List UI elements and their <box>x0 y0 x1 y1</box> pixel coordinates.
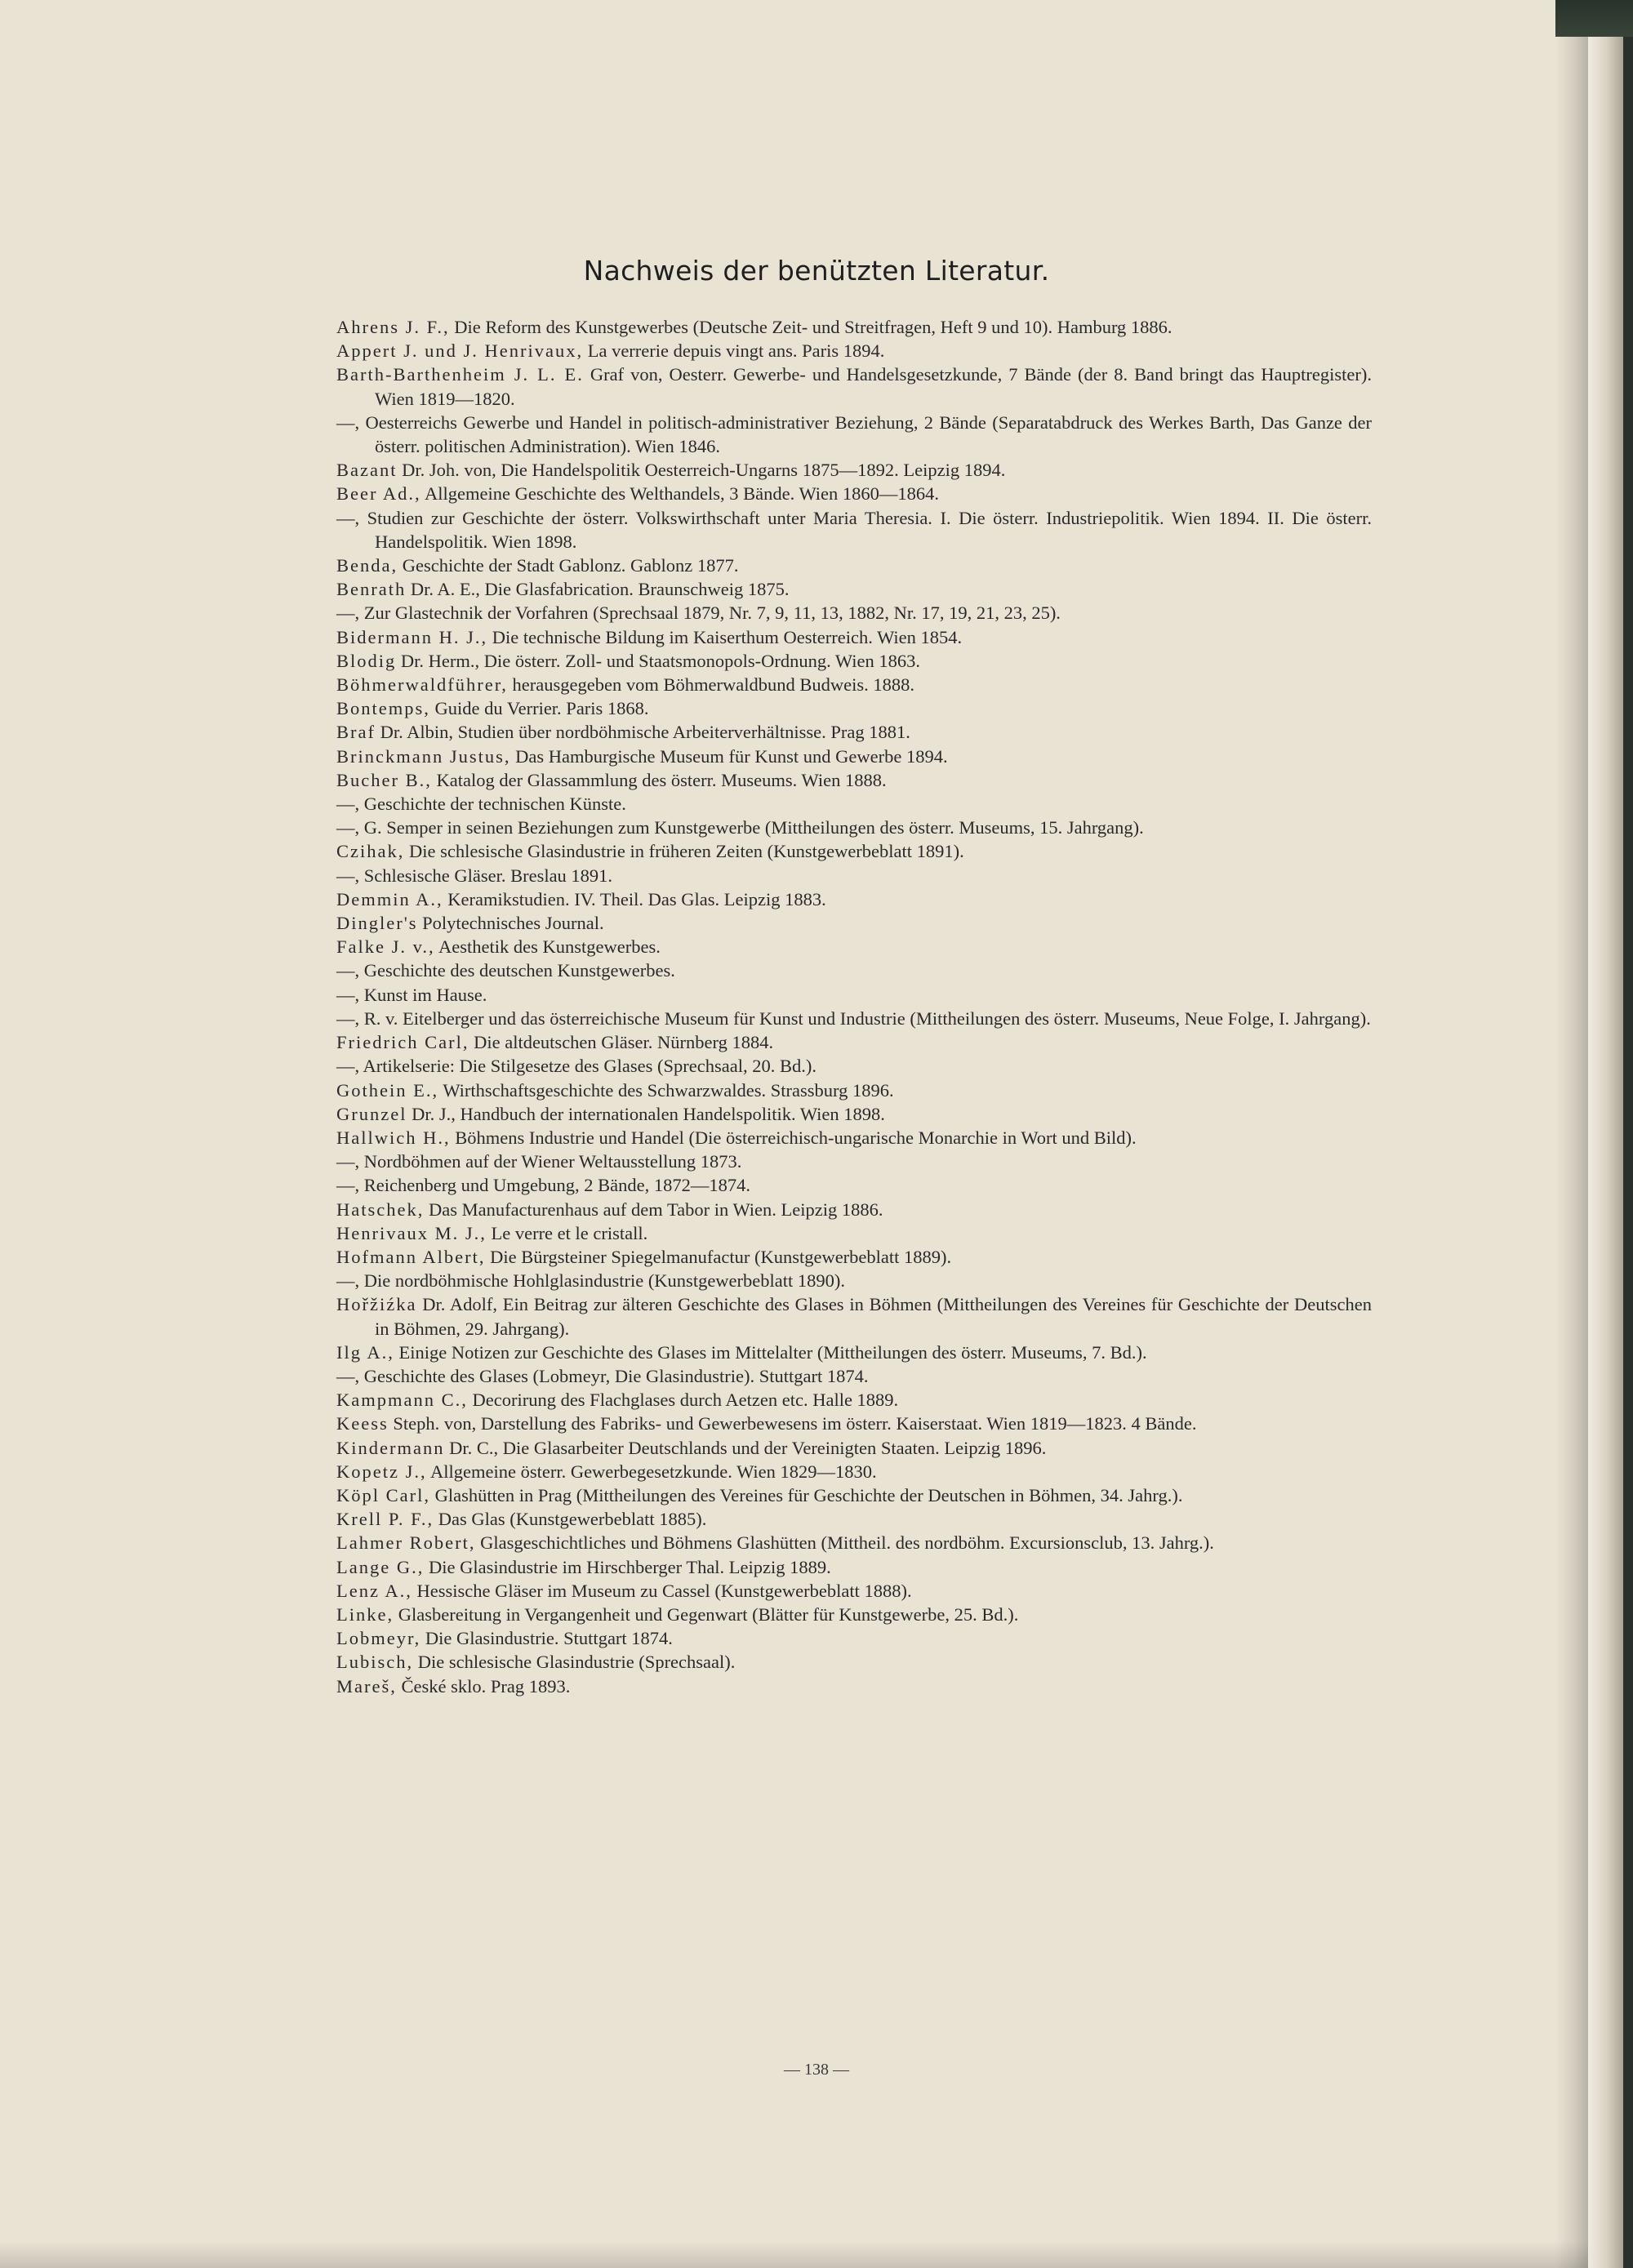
bibliography-entry <box>336 1650 1372 1674</box>
entry-author: Ilg A., <box>336 1341 394 1363</box>
entry-text: —, R. v. Eitelberger und das österreichische Museum für Kunst und Industrie (Mittheilungen des österr. Museums, Neue Folge, I. Jahrgang). <box>336 1007 1371 1029</box>
entry-author: Braf <box>336 722 376 743</box>
entry-author: Demmin A., <box>336 888 443 909</box>
entry-text: —, Nordböhmen auf der Wiener Weltausstellung 1873. <box>336 1151 742 1172</box>
bibliography-entry <box>336 911 1372 935</box>
bibliography-entry <box>336 625 1372 649</box>
entry-author: Mareš, <box>336 1675 397 1697</box>
entry-text: Einige Notizen zur Geschichte des Glases im Mittelalter (Mittheilungen des österr. Museums, 7. Bd.). <box>394 1341 1147 1363</box>
entry-text: Graf von, Oesterr. Gewerbe- und Handelsgesetzkunde, 7 Bände (der 8. Band bringt das Hauptregister). Wien 1819—1820. <box>375 364 1372 409</box>
bibliography-entry <box>336 768 1372 792</box>
entry-author: Hatschek, <box>336 1198 425 1220</box>
bibliography-entry <box>336 720 1372 744</box>
entry-text: herausgegeben vom Böhmerwaldbund Budweis. 1888. <box>507 674 914 696</box>
entry-author: Hallwich H., <box>336 1127 451 1148</box>
entry-author: Falke J. v., <box>336 936 435 958</box>
entry-author: Lahmer Robert, <box>336 1532 476 1554</box>
bibliography-entry <box>336 887 1372 911</box>
entry-text: —, G. Semper in seinen Beziehungen zum Kunstgewerbe (Mittheilungen des österr. Museums, 15. Jahrgang). <box>336 817 1144 838</box>
entry-author: Beer Ad., <box>336 483 421 505</box>
bibliography-entry <box>336 1626 1372 1650</box>
bibliography-entry <box>336 339 1372 362</box>
entry-text: —, Geschichte des deutschen Kunstgewerbes. <box>336 960 675 981</box>
bibliography-entry <box>336 1292 1372 1340</box>
bibliography-entry <box>336 1388 1372 1412</box>
entry-author: Gothein E., <box>336 1079 439 1101</box>
bibliography-entry <box>336 577 1372 601</box>
entry-text: —, Geschichte des Glases (Lobmeyr, Die Glasindustrie). Stuttgart 1874. <box>336 1365 869 1386</box>
entry-author: Krell P. F., <box>336 1509 434 1530</box>
entry-author: Appert J. und J. Henrivaux, <box>336 340 584 362</box>
entry-author: Ahrens J. F., <box>336 317 450 337</box>
bibliography-entry <box>336 554 1372 577</box>
bibliography-entry <box>336 864 1372 887</box>
entry-text: Die Glasindustrie. Stuttgart 1874. <box>420 1628 673 1649</box>
bibliography-entry <box>336 745 1372 768</box>
entry-text: Aesthetik des Kunstgewerbes. <box>434 936 661 958</box>
entry-author: Bucher B., <box>336 769 432 790</box>
bibliography-entry <box>336 1507 1372 1531</box>
bibliography-entry <box>336 458 1372 482</box>
bibliography-entry <box>336 315 1372 339</box>
entry-text: Die Reform des Kunstgewerbes (Deutsche Zeit- und Streitfragen, Heft 9 und 10). Hamburg 1886. <box>449 317 1172 337</box>
entry-author: Benda, <box>336 555 398 576</box>
entry-text: Dr. J., Handbuch der internationalen Handelspolitik. Wien 1898. <box>407 1103 885 1124</box>
bibliography-entry <box>336 935 1372 958</box>
bibliography-entry <box>336 362 1372 410</box>
bibliography-entry <box>336 1126 1372 1150</box>
bibliography-entry <box>336 958 1372 982</box>
entry-text: —, Kunst im Hause. <box>336 984 487 1005</box>
entry-text: Keramikstudien. IV. Theil. Das Glas. Leipzig 1883. <box>443 888 826 909</box>
bibliography-entry <box>336 1078 1372 1102</box>
entry-author: Bontemps, <box>336 698 430 719</box>
bibliography-entry <box>336 411 1372 458</box>
entry-author: Kampmann C., <box>336 1390 468 1411</box>
entry-author: Keess <box>336 1413 389 1434</box>
entry-text: Decorirung des Flachglases durch Aetzen etc. Halle 1889. <box>467 1390 899 1411</box>
entry-text: Die schlesische Glasindustrie (Sprechsaal). <box>413 1652 736 1673</box>
bibliography-entry <box>336 1221 1372 1245</box>
bibliography-entry <box>336 649 1372 673</box>
bibliography-entry <box>336 1150 1372 1173</box>
bibliography-entry <box>336 1412 1372 1435</box>
entry-text: —, Schlesische Gläser. Breslau 1891. <box>336 865 613 886</box>
bibliography-entry <box>336 1245 1372 1269</box>
entry-text: Dr. Joh. von, Die Handelspolitik Oesterreich-Ungarns 1875—1892. Leipzig 1894. <box>397 460 1006 481</box>
entry-author: Benrath <box>336 579 407 600</box>
page-title: Nachweis der benützten Literatur. <box>583 255 1050 287</box>
entry-author: Böhmerwaldführer, <box>336 674 508 696</box>
entry-author: Friedrich Carl, <box>336 1032 469 1053</box>
entry-author: Grunzel <box>336 1103 407 1124</box>
bibliography-entry <box>336 1579 1372 1603</box>
bibliography-entry <box>336 1341 1372 1364</box>
bibliography-entry <box>336 506 1372 554</box>
entry-text: Katalog der Glassammlung des österr. Museums. Wien 1888. <box>431 769 887 790</box>
bibliography-entry <box>336 1198 1372 1221</box>
entry-text: Die technische Bildung im Kaiserthum Oesterreich. Wien 1854. <box>487 626 963 647</box>
entry-author: Dingler's <box>336 913 418 934</box>
page-bottom-shadow <box>0 2241 1588 2268</box>
entry-author: Kindermann <box>336 1437 445 1458</box>
entry-text: Wirthschaftsgeschichte des Schwarzwaldes. Strassburg 1896. <box>438 1079 894 1101</box>
entry-text: Dr. Herm., Die österr. Zoll- und Staatsmonopols-Ordnung. Wien 1863. <box>396 650 920 671</box>
entry-author: Blodig <box>336 650 397 671</box>
entry-text: —, Reichenberg und Umgebung, 2 Bände, 1872—1874. <box>336 1175 751 1196</box>
entry-text: Die altdeutschen Gläser. Nürnberg 1884. <box>469 1032 774 1053</box>
entry-author: Hofmann Albert, <box>336 1246 486 1267</box>
bibliography-entry <box>336 1102 1372 1126</box>
entry-text: Das Manufacturenhaus auf dem Tabor in Wien. Leipzig 1886. <box>424 1198 883 1220</box>
entry-author: Lobmeyr, <box>336 1628 421 1649</box>
bibliography-entry <box>336 1483 1372 1507</box>
entry-text: La verrerie depuis vingt ans. Paris 1894. <box>583 340 885 362</box>
bibliography-entry <box>336 482 1372 505</box>
entry-text: Allgemeine österr. Gewerbegesetzkunde. Wien 1829—1830. <box>426 1461 877 1482</box>
entry-text: Dr. Albin, Studien über nordböhmische Arbeiterverhältnisse. Prag 1881. <box>375 722 910 743</box>
bibliography-entry <box>336 1460 1372 1483</box>
entry-text: Glasbereitung in Vergangenheit und Gegenwart (Blätter für Kunstgewerbe, 25. Bd.). <box>394 1603 1019 1625</box>
bibliography-entry <box>336 983 1372 1007</box>
entry-text: —, Artikelserie: Die Stilgesetze des Glases (Sprechsaal, 20. Bd.). <box>336 1056 816 1077</box>
bibliography-list <box>336 315 1372 1698</box>
bibliography-entry <box>336 1436 1372 1460</box>
entry-author: Kopetz J., <box>336 1461 427 1482</box>
entry-author: Barth-Barthenheim J. L. E. <box>336 364 584 385</box>
entry-text: Böhmens Industrie und Handel (Die österreichisch-ungarische Monarchie in Wort und Bild). <box>450 1127 1137 1148</box>
bibliography-entry <box>336 1269 1372 1292</box>
entry-author: Hořžiźka <box>336 1294 417 1315</box>
entry-text: Glashütten in Prag (Mittheilungen des Vereines für Geschichte der Deutschen in Böhmen, 34. Jahrg.). <box>430 1484 1183 1505</box>
entry-text: Dr. Adolf, Ein Beitrag zur älteren Geschichte des Glases in Böhmen (Mittheilungen des Vereines für Geschichte der Deutschen in Böhmen, 29. Jahrgang). <box>375 1294 1372 1339</box>
book-cover-edge <box>1623 0 1633 2268</box>
entry-text: Das Glas (Kunstgewerbeblatt 1885). <box>434 1509 707 1530</box>
entry-text: Die Glasindustrie im Hirschberger Thal. Leipzig 1889. <box>424 1556 831 1577</box>
bibliography-entry <box>336 1531 1372 1554</box>
entry-text: Das Hamburgische Museum für Kunst und Gewerbe 1894. <box>510 745 948 767</box>
entry-text: —, Geschichte der technischen Künste. <box>336 794 626 815</box>
bibliography-entry <box>336 1674 1372 1698</box>
entry-text: Dr. C., Die Glasarbeiter Deutschlands und der Vereinigten Staaten. Leipzig 1896. <box>444 1437 1047 1458</box>
entry-text: České sklo. Prag 1893. <box>396 1675 571 1697</box>
entry-author: Köpl Carl, <box>336 1484 430 1505</box>
entry-author: Bidermann H. J., <box>336 626 488 647</box>
entry-text: Allgemeine Geschichte des Welthandels, 3 Bände. Wien 1860—1864. <box>420 483 940 505</box>
bibliography-entry <box>336 1364 1372 1388</box>
entry-text: Polytechnisches Journal. <box>417 913 604 934</box>
bibliography-entry <box>336 816 1372 839</box>
bibliography-entry <box>336 839 1372 863</box>
bibliography-entry <box>336 1555 1372 1579</box>
bibliography-entry <box>336 1030 1372 1054</box>
entry-author: Czihak, <box>336 841 405 862</box>
page-number: — 138 — <box>784 2061 849 2079</box>
bibliography-entry <box>336 696 1372 720</box>
entry-author: Lange G., <box>336 1556 425 1577</box>
entry-text: Hessische Gläser im Museum zu Cassel (Kunstgewerbeblatt 1888). <box>412 1580 912 1601</box>
entry-text: Die schlesische Glasindustrie in früheren Zeiten (Kunstgewerbeblatt 1891). <box>404 841 964 862</box>
entry-text: Die Bürgsteiner Spiegelmanufactur (Kunstgewerbeblatt 1889). <box>485 1246 952 1267</box>
bibliography-entry <box>336 601 1372 625</box>
entry-author: Henrivaux M. J., <box>336 1222 487 1243</box>
entry-author: Lubisch, <box>336 1652 414 1673</box>
entry-text: Guide du Verrier. Paris 1868. <box>429 698 649 719</box>
entry-author: Bazant <box>336 460 398 481</box>
cover-corner <box>1555 0 1633 37</box>
entry-text: Glasgeschichtliches und Böhmens Glashütten (Mittheil. des nordböhm. Excursionsclub, 13. Jahrg.). <box>475 1532 1214 1554</box>
entry-text: —, Oesterreichs Gewerbe und Handel in politisch-administrativer Beziehung, 2 Bände (Separatabdruck des Werkes Barth, Das Ganze der österr. politischen Administration). Wien 1846. <box>336 411 1372 457</box>
entry-author: Brinckmann Justus, <box>336 745 511 767</box>
entry-author: Linke, <box>336 1603 394 1625</box>
bibliography-entry <box>336 1054 1372 1078</box>
bibliography-entry <box>336 1173 1372 1197</box>
entry-text: Dr. A. E., Die Glasfabrication. Braunschweig 1875. <box>406 579 790 600</box>
bibliography-entry <box>336 1603 1372 1626</box>
entry-text: —, Die nordböhmische Hohlglasindustrie (Kunstgewerbeblatt 1890). <box>336 1270 846 1292</box>
page-gutter-shadow <box>1555 0 1588 2268</box>
entry-author: Lenz A., <box>336 1580 412 1601</box>
entry-text: Geschichte der Stadt Gablonz. Gablonz 1877. <box>398 555 739 576</box>
bibliography-entry <box>336 1007 1372 1030</box>
entry-text: —, Studien zur Geschichte der österr. Volkswirthschaft unter Maria Theresia. I. Die österr. Industriepolitik. Wien 1894. II. Die österr. Handelspolitik. Wien 1898. <box>336 507 1372 552</box>
entry-text: Steph. von, Darstellung des Fabriks- und Gewerbewesens im österr. Kaiserstaat. Wien 1819—1823. 4 Bände. <box>388 1413 1197 1434</box>
entry-text: Le verre et le cristall. <box>486 1222 648 1243</box>
entry-text: —, Zur Glastechnik der Vorfahren (Sprechsaal 1879, Nr. 7, 9, 11, 13, 1882, Nr. 17, 19, 21, 23, 25). <box>336 603 1061 624</box>
bibliography-entry <box>336 792 1372 816</box>
bibliography-entry <box>336 673 1372 696</box>
